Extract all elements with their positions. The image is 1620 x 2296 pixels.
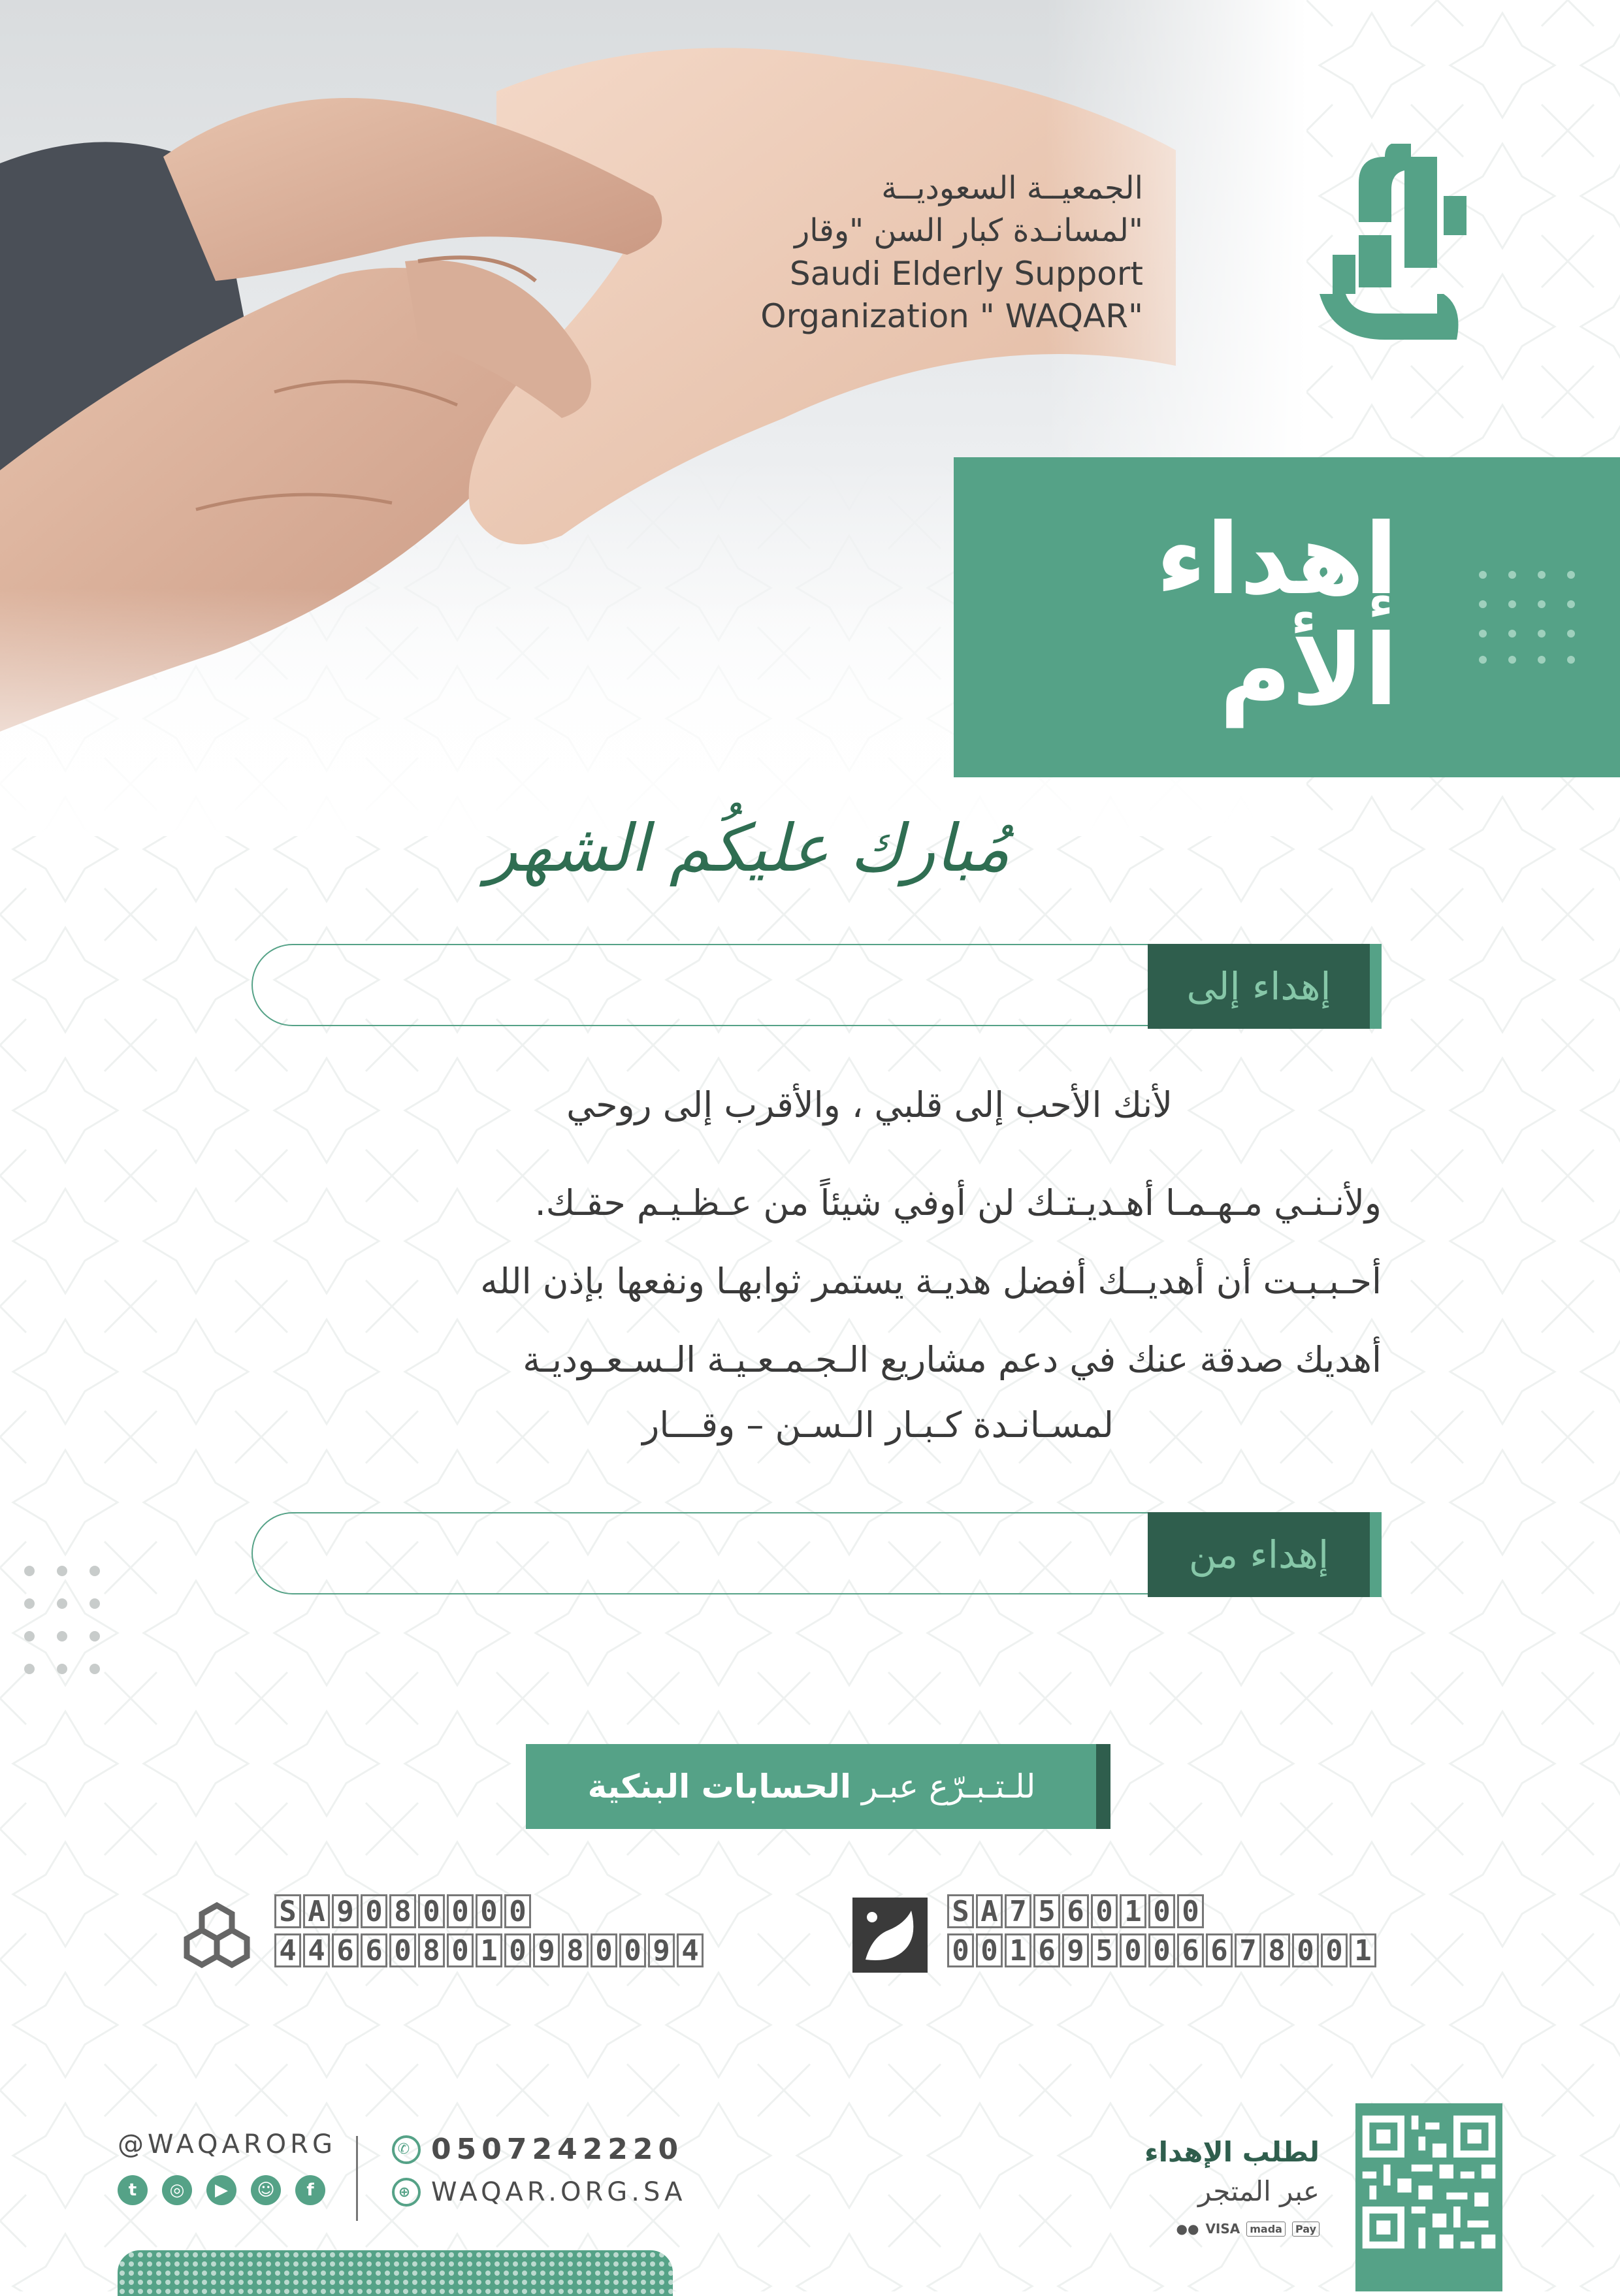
message-line-2: ولأنـنـي مـهـمـا أهـديـتـك لن أوفي شيئاً من عـظـيـم حقـك. <box>534 1182 1382 1223</box>
twitter-icon[interactable]: t <box>118 2175 148 2205</box>
iban-digit: 9 <box>1062 1933 1089 1967</box>
iban-digit: 0 <box>418 1894 445 1928</box>
iban-digit: 0 <box>1321 1933 1348 1967</box>
account-1-iban-line2 <box>947 1933 1376 1967</box>
iban-digit: 1 <box>1120 1894 1146 1928</box>
account-1-iban-line1 <box>947 1894 1376 1928</box>
iban-digit: S <box>274 1894 301 1928</box>
social-handle: @WAQARORG <box>118 2129 336 2159</box>
qr-code-icon <box>1355 2109 1502 2256</box>
iban-digit: 0 <box>591 1933 617 1967</box>
website-url: WAQAR.ORG.SA <box>431 2177 687 2207</box>
mada-icon: mada <box>1246 2222 1286 2237</box>
account-2-iban-line1 <box>274 1894 704 1928</box>
facebook-icon[interactable]: f <box>295 2175 325 2205</box>
order-line-2: عبر المتجر <box>1198 2175 1320 2207</box>
iban-digit: 5 <box>1091 1933 1118 1967</box>
iban-digit: 4 <box>274 1933 301 1967</box>
org-name-ar-line1: الجمعيــة السعوديــة <box>881 170 1143 206</box>
iban-digit: 1 <box>1005 1933 1031 1967</box>
title-line-2: الأم <box>1219 614 1398 728</box>
globe-icon: ⊕ <box>392 2178 421 2207</box>
visa-icon: VISA <box>1205 2221 1240 2237</box>
iban-digit: A <box>976 1894 1003 1928</box>
bank-button-highlight: الحسابات البنكية <box>587 1768 852 1805</box>
iban-digit: 9 <box>332 1894 359 1928</box>
iban-digit: 6 <box>1033 1933 1060 1967</box>
iban-digit: 0 <box>1120 1933 1146 1967</box>
bank-button-label <box>539 1744 1084 1829</box>
footer-divider <box>356 2136 358 2221</box>
title-banner <box>954 457 1620 777</box>
instagram-icon[interactable]: ◎ <box>162 2175 192 2205</box>
gift-to-accent <box>1370 944 1382 1029</box>
iban-digit: 0 <box>447 1894 474 1928</box>
iban-digit: 0 <box>447 1933 474 1967</box>
message-line-1: لأنك الأحب إلى قلبي ، والأقرب إلى روحي <box>566 1084 1173 1125</box>
iban-digit: 0 <box>1148 1933 1175 1967</box>
iban-digit: 6 <box>332 1933 359 1967</box>
iban-digit: 0 <box>1292 1933 1319 1967</box>
iban-digit: 6 <box>1206 1933 1233 1967</box>
gift-from-accent <box>1370 1512 1382 1597</box>
gift-from-field <box>251 1512 1382 1597</box>
footer-pattern-bar <box>118 2250 673 2296</box>
gift-to-field <box>251 944 1382 1029</box>
greeting-calligraphy <box>477 777 1019 928</box>
iban-digit: 0 <box>504 1894 531 1928</box>
iban-digit: 8 <box>562 1933 589 1967</box>
bank-accounts-button[interactable] <box>526 1744 1110 1829</box>
message-line-3: أحـبـبـت أن أهديــك أفضل هديـة يستمر ثوابهـا ونفعها بإذن الله <box>480 1261 1382 1302</box>
payment-methods <box>1176 2221 1320 2237</box>
account-2-iban-line2 <box>274 1933 704 1967</box>
message-line-4: أهديك صدقة عنك في دعم مشاريع الـجـمـعـيـة الـسـعـوديـة <box>523 1339 1382 1380</box>
bank-button-prefix: للـتـبـرّع عبـر <box>861 1768 1036 1805</box>
iban-digit: 4 <box>303 1933 330 1967</box>
iban-digit: 6 <box>1062 1894 1089 1928</box>
iban-digit: 0 <box>947 1933 974 1967</box>
iban-digit: 7 <box>1005 1894 1031 1928</box>
iban-digit: 0 <box>976 1933 1003 1967</box>
whatsapp-icon: ✆ <box>392 2135 421 2164</box>
greeting-text: مُبارك عليكُم الشهر <box>486 810 1010 886</box>
iban-digit: 9 <box>648 1933 675 1967</box>
phone-number: 0507242220 <box>431 2133 684 2166</box>
org-name-en-line1: Saudi Elderly Support <box>789 255 1143 293</box>
bank-button-accent <box>1096 1744 1110 1829</box>
gift-from-input[interactable] <box>251 1512 1166 1594</box>
org-logo-block <box>760 137 1470 353</box>
org-name-en-line2: Organization " WAQAR" <box>760 297 1143 335</box>
message-line-5: لمسـانـدة كـبـار الـسـن – وقـــار <box>642 1404 1114 1446</box>
website-contact[interactable] <box>392 2177 686 2207</box>
iban-digit: 0 <box>1148 1894 1175 1928</box>
iban-digit: 8 <box>1263 1933 1290 1967</box>
iban-digit: 0 <box>504 1933 531 1967</box>
iban-digit: 1 <box>1350 1933 1376 1967</box>
waqar-logo-icon <box>1306 144 1470 346</box>
iban-digit: 0 <box>619 1933 646 1967</box>
iban-digit: 9 <box>533 1933 560 1967</box>
iban-digit: 0 <box>389 1933 416 1967</box>
order-via-store[interactable] <box>1137 2136 1320 2247</box>
iban-digit: S <box>947 1894 974 1928</box>
alrajhi-bank-icon <box>852 1898 928 1973</box>
iban-digit: 0 <box>1177 1894 1204 1928</box>
iban-digit: 7 <box>1235 1933 1261 1967</box>
decor-dots-right <box>1476 568 1581 666</box>
iban-digit: 6 <box>1177 1933 1204 1967</box>
applepay-icon: Pay <box>1292 2222 1320 2237</box>
iban-digit: 5 <box>1033 1894 1060 1928</box>
albilad-bank-icon <box>180 1898 255 1973</box>
iban-digit: 1 <box>476 1933 502 1967</box>
org-name-ar-line2: لمسانـدة كبار السن "وقار" <box>794 212 1143 249</box>
youtube-icon[interactable]: ▶ <box>206 2175 236 2205</box>
gift-to-input[interactable] <box>251 944 1166 1026</box>
mastercard-icon: ●● <box>1176 2221 1199 2237</box>
iban-digit: 0 <box>1091 1894 1118 1928</box>
title-line-1: إهداء <box>1156 503 1398 617</box>
iban-digit: A <box>303 1894 330 1928</box>
social-icons <box>118 2175 325 2205</box>
order-line-1: لطلب الإهداء <box>1144 2136 1320 2168</box>
gift-from-label: إهداء من <box>1148 1512 1370 1597</box>
gift-to-label: إهداء إلى <box>1148 944 1370 1029</box>
iban-digit: 0 <box>361 1894 387 1928</box>
iban-digit: 8 <box>389 1894 416 1928</box>
snapchat-icon[interactable]: ☺ <box>251 2175 281 2205</box>
iban-digit: 8 <box>418 1933 445 1967</box>
iban-digit: 0 <box>476 1894 502 1928</box>
iban-digit: 6 <box>361 1933 387 1967</box>
iban-digit: 4 <box>677 1933 704 1967</box>
phone-contact[interactable] <box>392 2133 683 2166</box>
store-qr-code[interactable] <box>1355 2103 1502 2291</box>
